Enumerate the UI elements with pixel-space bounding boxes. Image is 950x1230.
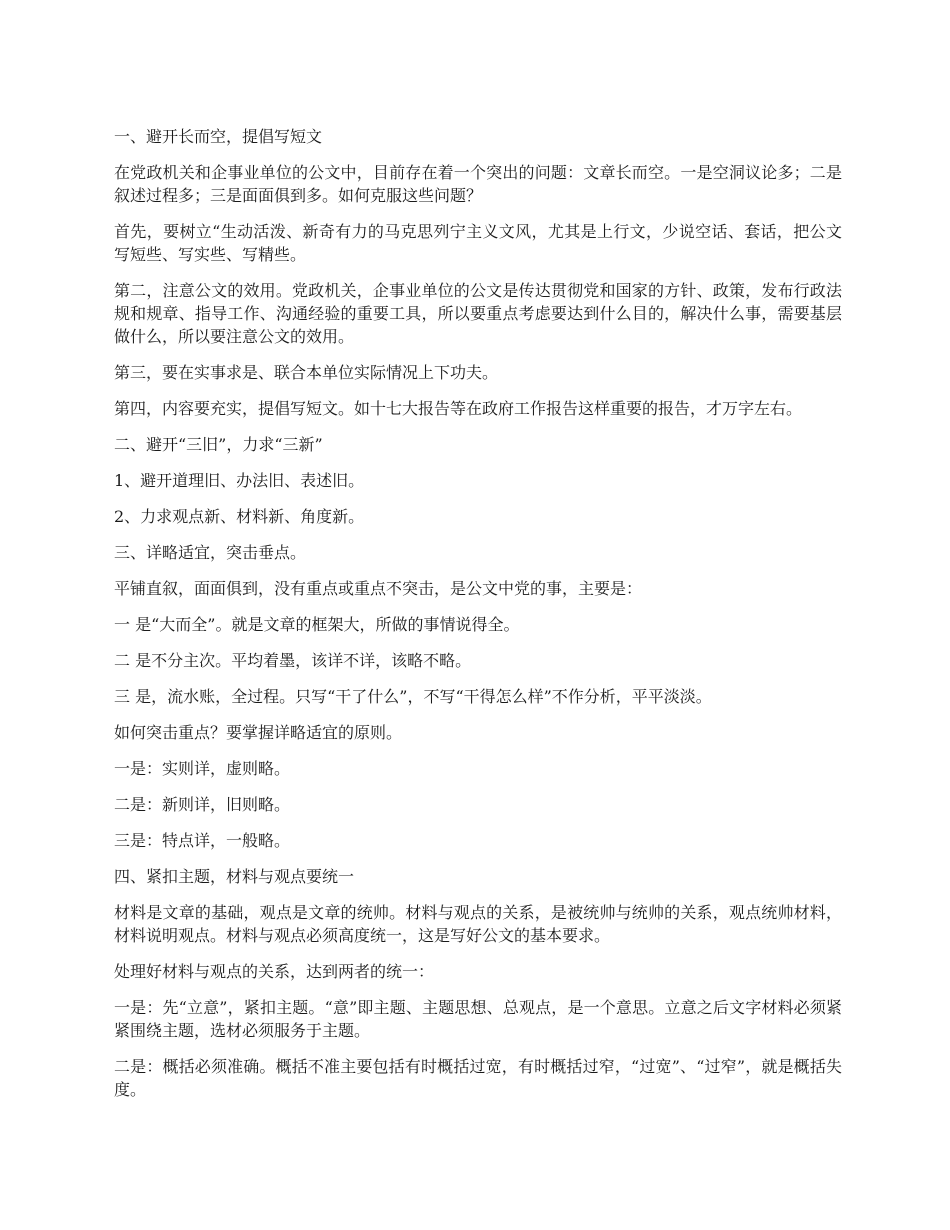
list-item: 一 是“大而全”。就是文章的框架大，所做的事情说得全。 — [114, 615, 520, 634]
list-item: 二 是不分主次。平均着墨，该详不详，该略不略。 — [114, 651, 472, 670]
list-item: 三 是，流水账，全过程。只写“干了什么”，不写“干得怎么样”不作分析，平平淡淡。 — [114, 687, 712, 706]
list-item: 1、避开道理旧、办法旧、表述旧。 — [114, 471, 365, 490]
paragraph: 在党政机关和企事业单位的公文中，目前存在着一个突出的问题：文章长而空。一是空洞议论多；二是叙述过程多；三是面面俱到多。如何克服这些问题？ — [114, 163, 842, 205]
document-page — [114, 125, 842, 1114]
list-item: 2、力求观点新、材料新、角度新。 — [114, 507, 365, 526]
list-item: 三是：特点详，一般略。 — [114, 831, 291, 850]
section-heading-2: 二、避开“三旧”，力求“三新” — [114, 435, 323, 454]
paragraph: 第四，内容要充实，提倡写短文。如十七大报告等在政府工作报告这样重要的报告，才万字左右。 — [114, 399, 803, 418]
paragraph: 第二，注意公文的效用。党政机关，企事业单位的公文是传达贯彻党和国家的方针、政策，发布行政法规和规章、指导工作、沟通经验的重要工具，所以要重点考虑要达到什么目的，解决什么事，需要基层做什么，所以要注意公文的效用。 — [114, 281, 842, 346]
list-item: 二是：概括必须准确。概括不准主要包括有时概括过宽，有时概括过窄，“过宽”、“过窄”，就是概括失度。 — [114, 1057, 842, 1099]
section-heading-3: 三、详略适宜，突击垂点。 — [114, 543, 307, 562]
paragraph: 首先，要树立“生动活泼、新奇有力的马克思列宁主义文风，尤其是上行文，少说空话、套话，把公文写短些、写实些、写精些。 — [114, 222, 842, 264]
paragraph: 如何突击重点？要掌握详略适宜的原则。 — [114, 723, 403, 742]
list-item: 二是：新则详，旧则略。 — [114, 795, 291, 814]
paragraph: 处理好材料与观点的关系，达到两者的统一： — [114, 962, 435, 981]
paragraph: 第三，要在实事求是、联合本单位实际情况上下功夫。 — [114, 363, 499, 382]
section-heading-1: 一、避开长而空，提倡写短文 — [114, 127, 323, 146]
paragraph: 平铺直叙，面面俱到，没有重点或重点不突击，是公文中党的事，主要是： — [114, 579, 643, 598]
list-item: 一是：实则详，虚则略。 — [114, 759, 291, 778]
list-item: 一是：先“立意”，紧扣主题。“意”即主题、主题思想、总观点，是一个意思。立意之后文字材料必须紧紧围绕主题，选材必须服务于主题。 — [114, 998, 842, 1040]
section-heading-4: 四、紧扣主题，材料与观点要统一 — [114, 867, 355, 886]
paragraph: 材料是文章的基础，观点是文章的统帅。材料与观点的关系，是被统帅与统帅的关系，观点统帅材料，材料说明观点。材料与观点必须高度统一，这是写好公文的基本要求。 — [114, 903, 842, 945]
